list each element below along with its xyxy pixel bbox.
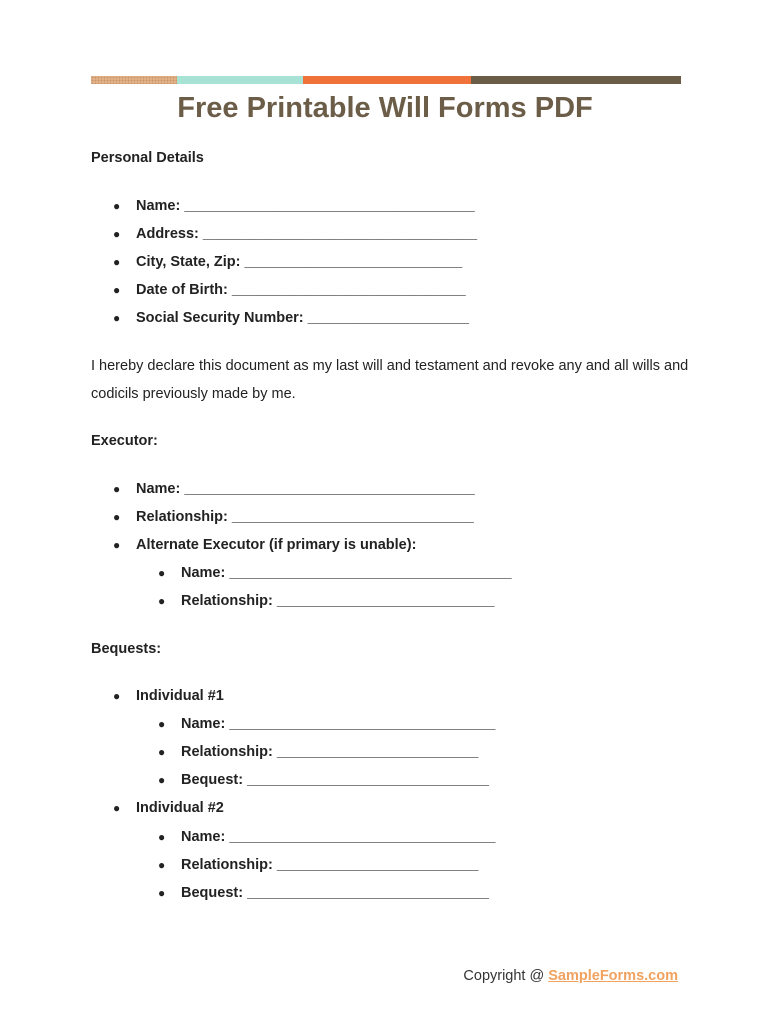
bullet-icon: ● [113, 283, 121, 297]
individual-2-item [113, 800, 224, 816]
bullet-icon: ● [158, 773, 166, 787]
individual-1-bequest-field [158, 772, 489, 788]
personal-city-field [113, 254, 462, 270]
field-label: Individual #2 [136, 800, 224, 816]
bullet-icon: ● [113, 538, 121, 552]
alternate-name-field [158, 565, 512, 581]
alternate-executor-item [113, 537, 416, 553]
sampleforms-link[interactable]: SampleForms.com [548, 968, 678, 984]
individual-1-relationship-field [158, 744, 478, 760]
individual-1-name-field [158, 716, 495, 732]
personal-details-heading: Personal Details [91, 150, 204, 166]
bullet-icon: ● [158, 594, 166, 608]
personal-address-field [113, 226, 477, 242]
bequests-heading: Bequests: [91, 641, 162, 657]
top-color-bar [91, 76, 681, 84]
bullet-icon: ● [158, 745, 166, 759]
bullet-icon: ● [113, 311, 121, 325]
executor-name-field [113, 481, 475, 497]
bullet-icon: ● [113, 510, 121, 524]
bullet-icon: ● [158, 717, 166, 731]
bullet-icon: ● [158, 886, 166, 900]
page-title: Free Printable Will Forms PDF [177, 92, 593, 124]
field-label: Name: _________________________________ [181, 716, 496, 732]
field-label: Relationship: _________________________ [181, 744, 479, 760]
field-label: Name: ____________________________________ [136, 198, 475, 214]
field-label: Alternate Executor (if primary is unable): [136, 537, 417, 553]
bullet-icon: ● [113, 199, 121, 213]
personal-dob-field [113, 282, 466, 298]
bar-segment-teal [177, 76, 303, 84]
bullet-icon: ● [158, 566, 166, 580]
alternate-relationship-field [158, 593, 495, 609]
bullet-icon: ● [158, 858, 166, 872]
bar-segment-orange [303, 76, 471, 84]
field-label: Address: __________________________________ [136, 226, 478, 242]
field-label: Bequest: ______________________________ [181, 772, 489, 788]
field-label: Date of Birth: _____________________________ [136, 282, 466, 298]
field-label: Bequest: ______________________________ [181, 885, 489, 901]
field-label: Name: ___________________________________ [181, 565, 512, 581]
field-label: Relationship: ______________________________ [136, 509, 474, 525]
executor-heading: Executor: [91, 433, 158, 449]
bullet-icon: ● [158, 830, 166, 844]
bullet-icon: ● [113, 227, 121, 241]
personal-ssn-field [113, 310, 469, 326]
field-label: Name: ____________________________________ [136, 481, 475, 497]
individual-2-bequest-field [158, 885, 489, 901]
individual-2-name-field [158, 829, 495, 845]
copyright-footer [463, 968, 678, 984]
individual-2-relationship-field [158, 857, 478, 873]
individual-1-item [113, 688, 224, 704]
bullet-icon: ● [113, 255, 121, 269]
bar-segment-pattern [91, 76, 177, 84]
executor-relationship-field [113, 509, 474, 525]
field-label: Individual #1 [136, 688, 224, 704]
copyright-prefix: Copyright @ [463, 968, 549, 984]
field-label: Relationship: ___________________________ [181, 593, 495, 609]
field-label: Name: _________________________________ [181, 829, 496, 845]
bullet-icon: ● [113, 482, 121, 496]
field-label: Relationship: _________________________ [181, 857, 479, 873]
declaration-paragraph: I hereby declare this document as my last will and testament and revoke any and all wills and codicils previously made by me. [91, 358, 689, 402]
bullet-icon: ● [113, 689, 121, 703]
bullet-icon: ● [113, 801, 121, 815]
field-label: Social Security Number: ____________________ [136, 310, 469, 326]
field-label: City, State, Zip: ___________________________ [136, 254, 463, 270]
bar-segment-brown [471, 76, 681, 84]
personal-name-field [113, 198, 475, 214]
